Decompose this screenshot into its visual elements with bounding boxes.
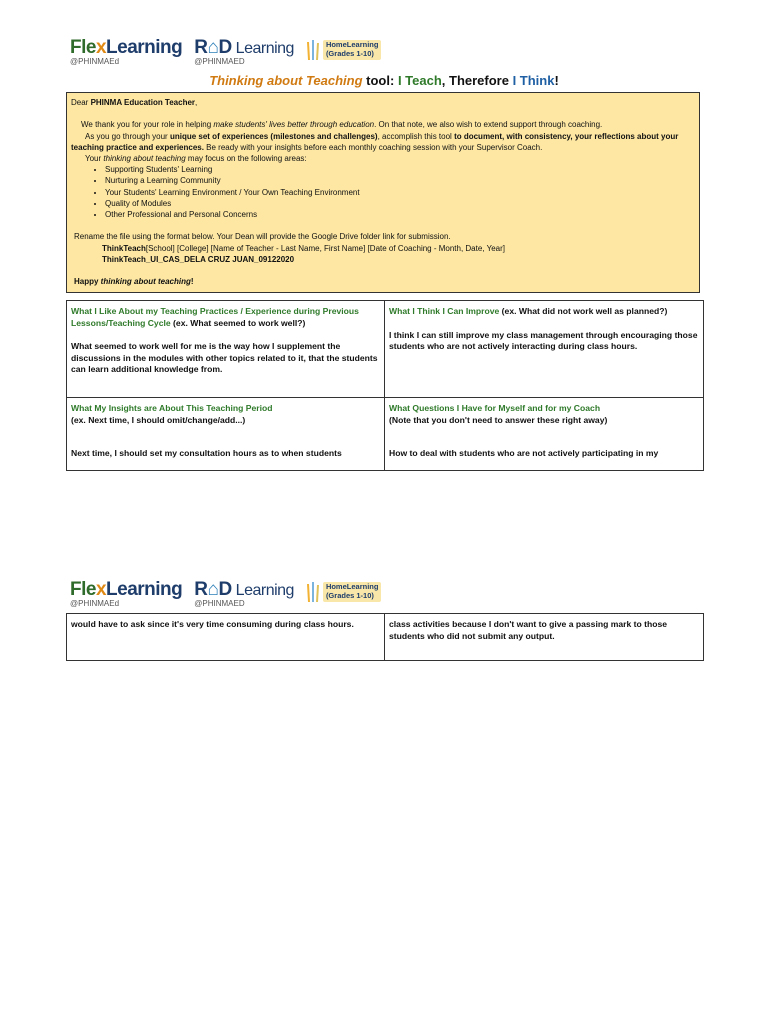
list-item: • Other Professional and Personal Concerns [105, 209, 695, 220]
flexlearning-logo: FlexLearning @PHINMAEd [70, 579, 183, 608]
flexlearning-logo: FlexLearning @PHINMAEd [70, 37, 183, 66]
reflection-table-continued [66, 613, 704, 661]
filename-format: ThinkTeach[School] [College] [Name of Teacher - Last Name, First Name] [Date of Coaching - Month, Date, Year] [102, 243, 505, 253]
cell-insights-continued: would have to ask since it's very time consuming during class hours. [67, 614, 385, 661]
cell-likes: What I Like About my Teaching Practices / Experience during Previous Lessons/Teaching Cycle (ex. What seemed to work well?) What seemed to work well for me is the way how I supplement the discussions in the modules with other topics related to it, that the students can learn additional knowledge from. [67, 301, 385, 398]
table-row [67, 301, 704, 398]
list-item: • Your Students' Learning Environment / Your Own Teaching Environment [105, 187, 695, 198]
cell-questions: What Questions I Have for Myself and for my Coach (Note that you don't need to answer these right away) How to deal with students who are not actively participating in my [385, 398, 704, 471]
intro-paragraph-3: Your thinking about teaching may focus on the following areas: [85, 154, 307, 164]
intro-paragraph-1: We thank you for your role in helping make students' lives better through education. On that note, we also wish to extend support through coaching. [81, 120, 603, 130]
radlearning-logo: R⌂D Learning @PHINMAED [194, 37, 294, 66]
radlearning-logo: R⌂D Learning @PHINMAED [194, 579, 294, 608]
list-item: • Nurturing a Learning Community [105, 175, 695, 186]
homelearning-logo: HomeLearning (Grades 1-10) [306, 580, 382, 604]
focus-areas-list [71, 164, 695, 220]
greeting: Dear PHINMA Education Teacher, [71, 98, 198, 107]
house-icon: ⌂ [207, 37, 219, 58]
pencils-icon [306, 38, 320, 62]
rename-instructions: Rename the file using the format below. Your Dean will provide the Google Drive folder link for submission. [74, 232, 451, 242]
cell-improve: What I Think I Can Improve (ex. What did not work well as planned?) I think I can still improve my class management through encouraging those students who are not actively interacting during class hours. [385, 301, 704, 398]
list-item: • Supporting Students' Learning [105, 164, 695, 175]
filename-example: ThinkTeach_UI_CAS_DELA CRUZ JUAN_09122020 [102, 254, 295, 264]
cell-insights: What My Insights are About This Teaching Period (ex. Next time, I should omit/change/add...) Next time, I should set my consultation hours as to when students [67, 398, 385, 471]
homelearning-logo: HomeLearning (Grades 1-10) [306, 38, 382, 62]
header-logos-page-2 [70, 580, 381, 614]
reflection-table [66, 300, 704, 471]
closing-line: Happy thinking about teaching! [74, 277, 194, 287]
intro-paragraph-2: As you go through your unique set of experiences (milestones and challenges), accomplish this tool to document, with consistency, your reflections about your teaching practice and experiences. Be ready with your insights before each monthly coaching session with your Supervisor Coach. [71, 131, 679, 152]
header-logos [70, 38, 381, 72]
intro-letter-box [66, 92, 700, 293]
house-icon: ⌂ [207, 579, 219, 600]
list-item: • Quality of Modules [105, 198, 695, 209]
page-title: Thinking about Teaching tool: I Teach, Therefore I Think! [209, 73, 559, 88]
pencils-icon [306, 580, 320, 604]
table-row [67, 398, 704, 471]
cell-questions-continued: class activities because I don't want to give a passing mark to those students who did not submit any output. [385, 614, 704, 661]
table-row [67, 614, 704, 661]
